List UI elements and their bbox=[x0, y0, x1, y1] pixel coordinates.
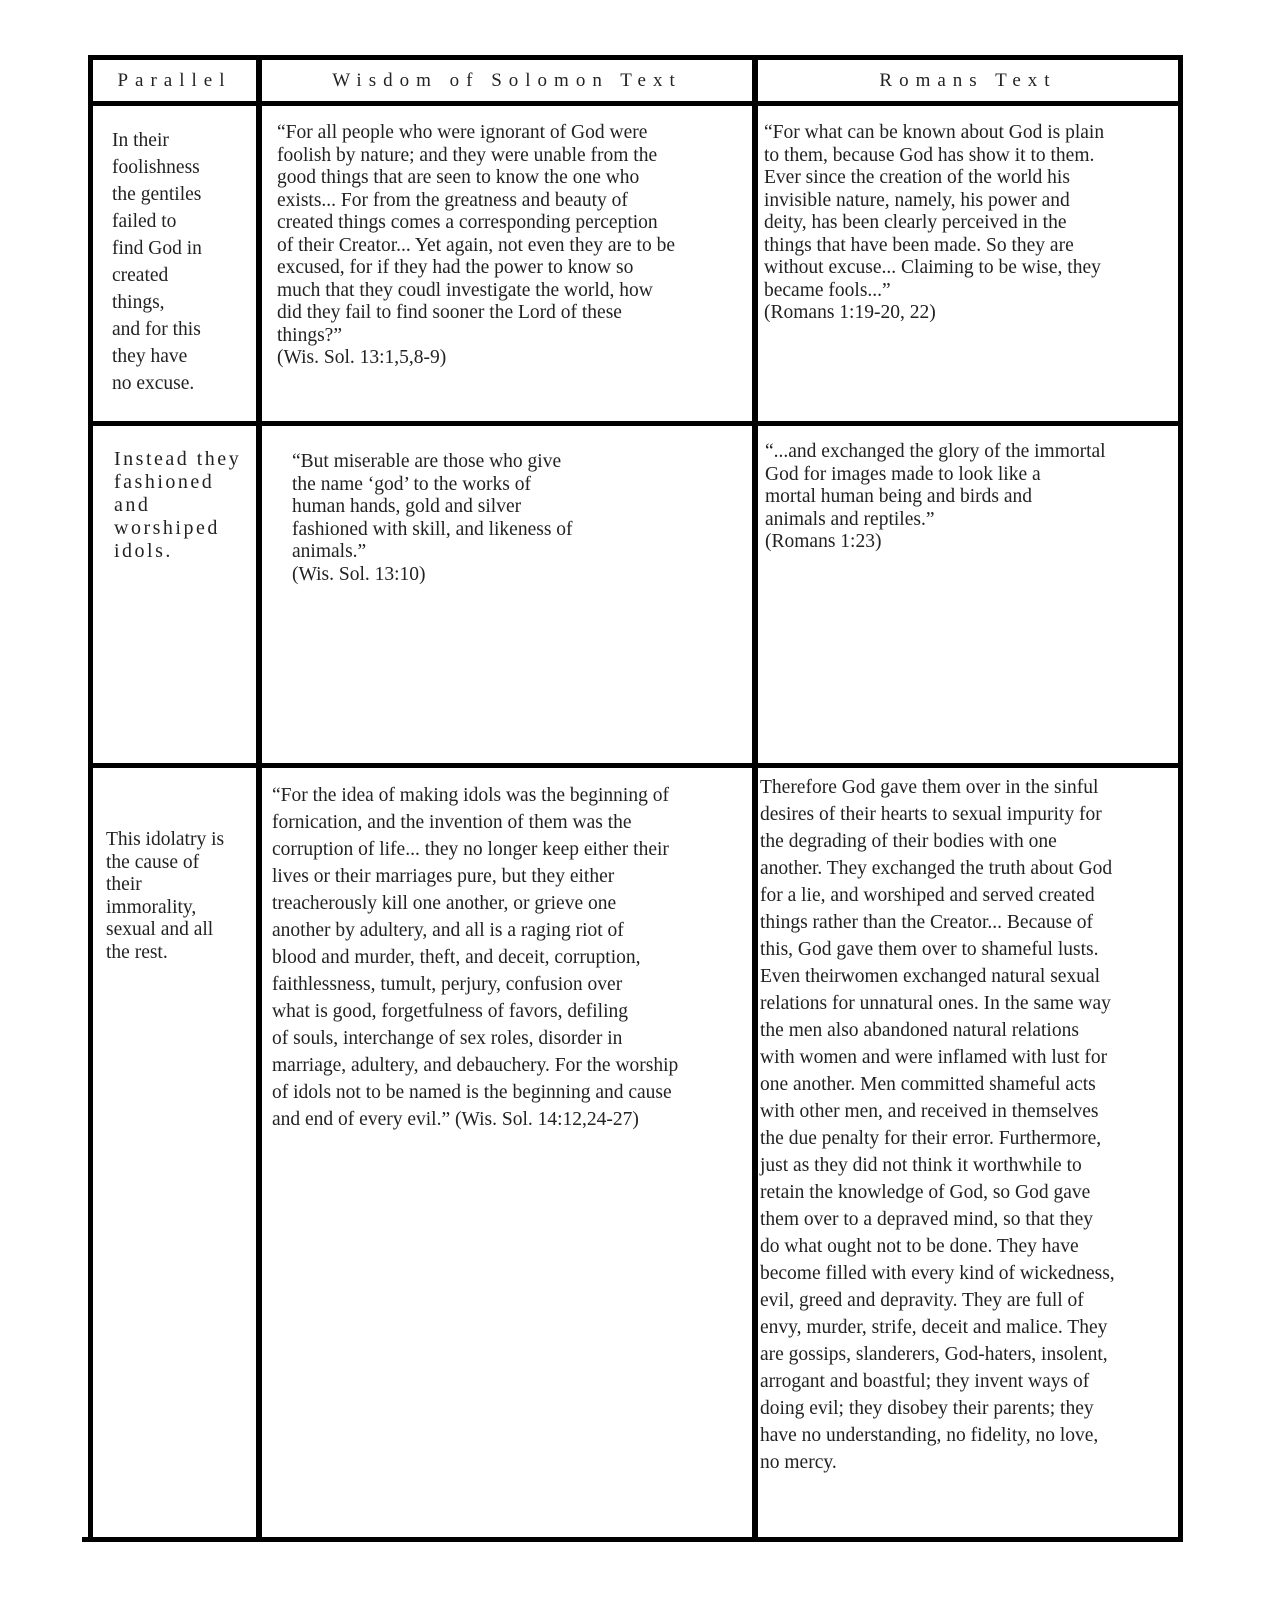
column1-divider bbox=[256, 55, 262, 1542]
row1-bottom-rule bbox=[88, 421, 1183, 426]
table-top-border bbox=[88, 55, 1183, 60]
table-left-border bbox=[88, 55, 93, 1542]
table-bottom-border bbox=[82, 1537, 1183, 1542]
row1-parallel: In their foolishness the gentiles failed to find God in created things, and for this they have no excuse. bbox=[112, 130, 202, 394]
header-romans-text: Romans Text bbox=[879, 70, 1057, 91]
row3-parallel: This idolatry is the cause of their immorality, sexual and all the rest. bbox=[106, 829, 225, 963]
row1-wisdom-text: “For all people who were ignorant of God were foolish by nature; and they were unable from the good things that are seen to know the one who exists... For from the greatness and beauty of created things comes a corresponding perception of their Creator... Yet again, not even they are to be excused, for if they had the power to know so much that they coudl investigate the world, how did they fail to find sooner the Lord of these things?” (Wis. Sol. 13:1,5,8-9) bbox=[277, 122, 676, 368]
row1-romans-text: “For what can be known about God is plain to them, because God has show it to them. Ever since the creation of the world his invisible nature, namely, his power and deity, has been clearly perceived in the things that have been made. So they are without excuse... Claiming to be wise, they became fools...” (Romans 1:19-20, 22) bbox=[764, 122, 1105, 323]
table-right-border bbox=[1178, 55, 1183, 1542]
header-wisdom-text: Wisdom of Solomon Text bbox=[332, 70, 682, 91]
row2-bottom-rule bbox=[88, 763, 1183, 768]
row2-romans-text: “...and exchanged the glory of the immortal God for images made to look like a mortal human being and birds and animals and reptiles.” (Romans 1:23) bbox=[765, 441, 1106, 552]
row3-romans-text: Therefore God gave them over in the sinful desires of their hearts to sexual impurity for the degrading of their bodies with one another. They exchanged the truth about God for a lie, and worshiped and served created things rather than the Creator... Because of this, God gave them over to shameful lusts. Even theirwomen exchanged natural sexual relations for unnatural ones. In the same way the men also abandoned natural relations with women and were inflamed with lust for one another. Men committed shameful acts with other men, and received in themselves the due penalty for their error. Furthermore, just as they did not think it worthwhile to retain the knowledge of God, so God gave them over to a depraved mind, so that they do what ought not to be done. They have become filled with every kind of wickedness, evil, greed and depravity. They are full of envy, murder, strife, deceit and malice. They are gossips, slanderers, God-haters, insolent, arrogant and boastful; they invent ways of doing evil; they disobey their parents; they have no understanding, no fidelity, no love, no mercy. bbox=[760, 777, 1115, 1473]
row2-parallel: Instead they fashioned and worshiped idols. bbox=[114, 448, 242, 562]
column2-divider bbox=[752, 55, 758, 1542]
row3-wisdom-text: “For the idea of making idols was the beginning of fornication, and the invention of them was the corruption of life... they no longer keep either their lives or their marriages pure, but they either treacherously kill one another, or grieve one another by adultery, and all is a raging riot of blood and murder, theft, and deceit, corruption, faithlessness, tumult, perjury, confusion over what is good, forgetfulness of favors, defiling of souls, interchange of sex roles, disorder in marriage, adultery, and debauchery. For the worship of idols not to be named is the beginning and cause and end of every evil.” (Wis. Sol. 14:12,24-27) bbox=[272, 785, 679, 1130]
row2-wisdom-text: “But miserable are those who give the name ‘god’ to the works of human hands, gold and silver fashioned with skill, and likeness of animals.” (Wis. Sol. 13:10) bbox=[292, 451, 573, 585]
header-parallel: Parallel bbox=[117, 70, 232, 91]
header-bottom-rule bbox=[88, 101, 1183, 106]
